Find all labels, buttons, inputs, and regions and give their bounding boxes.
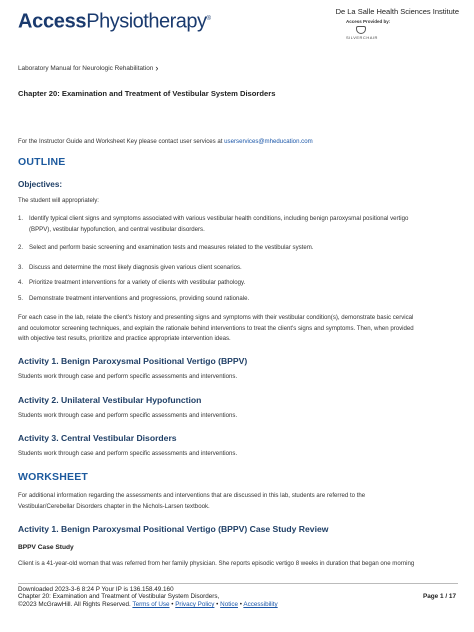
objective-text: Demonstrate treatment interventions and progressions, providing sound rationale. [29,295,250,302]
objective-text-continued: (BPPV), vestibular hypofunction, and central vestibular disorders. [29,225,205,233]
silverchair-icon [356,26,366,34]
footer-separator: • [238,600,244,608]
case-paragraph-line: For each case in the lab, relate the client's history and presenting signs and symptoms with their vestibular condition(s), demonstrate basic cervical [18,314,414,321]
objective-item [18,214,458,235]
objective-number: 1. [18,215,24,222]
objective-number: 4. [18,279,24,286]
objective-item [18,263,458,274]
worksheet-heading: WORKSHEET [18,471,89,483]
footer-separator: • [214,600,221,608]
worksheet-paragraph-line: For additional information regarding the assessments and interventions that are discussed in this lab, students are referred to the [18,492,366,499]
silverchair-text: SILVERCHAIR [346,35,378,40]
download-info: Downloaded 2023-3-6 8:24 P Your IP is 136.158.49.160 [18,586,174,593]
objective-item [18,294,458,305]
bppv-case-study-heading: BPPV Case Study [18,544,74,551]
objective-text: Identify typical client signs and symptoms associated with various vestibular health conditions, including benign paroxysmal positional vertigo [29,215,409,222]
case-paragraph [18,313,463,345]
instructor-note [18,137,313,148]
footer-chapter-citation: Chapter 20: Examination and Treatment of Vestibular System Disorders, [18,593,220,601]
activity-text: Students work through case and perform specific assessments and interventions. [18,412,238,419]
instructor-note-text: For the Instructor Guide and Worksheet Key please contact user services at [18,138,225,145]
case-study-review-title: Activity 1. Benign Paroxysmal Positional Vertigo (BPPV) Case Study Review [18,524,329,534]
institution-name: De La Salle Health Sciences Institute [335,7,459,16]
activity-title: Activity 1. Benign Paroxysmal Positional Vertigo (BPPV) [18,356,248,366]
logo-access: Access [18,10,87,33]
objective-number: 3. [18,264,24,271]
activity-title: Activity 3. Central Vestibular Disorders [18,433,177,443]
objective-item [18,243,458,254]
chapter-title: Chapter 20: Examination and Treatment of Vestibular System Disorders [18,89,276,98]
breadcrumb-book-link[interactable]: Laboratory Manual for Neurologic Rehabilitation [18,65,154,72]
chevron-right-icon: › [155,63,159,73]
logo-physiotherapy: Physiotherapy [86,10,207,33]
objectives-heading: Objectives: [18,180,63,189]
accessibility-link[interactable]: Accessibility [243,600,278,608]
logo-registered-mark: ® [206,16,211,22]
page-header [0,0,474,48]
worksheet-paragraph-line: Vestibular/Cerebellar Disorders chapter in the Nichols-Larsen textbook. [18,502,210,510]
objective-number: 5. [18,295,24,302]
objective-number: 2. [18,244,24,251]
footer-divider [18,583,458,584]
silverchair-logo [346,26,376,40]
case-paragraph-line: and oculomotor screening techniques, and explain the rationale behind interventions to treat the client's signs and symptoms. Then, when provided [18,324,414,332]
outline-heading: OUTLINE [18,156,66,168]
objective-text: Prioritize treatment interventions for a variety of clients with vestibular pathology. [29,279,246,286]
worksheet-paragraph [18,491,463,512]
page-number: Page 1 / 17 [422,593,456,600]
footer-legal-line [18,601,278,608]
terms-of-use-link[interactable]: Terms of Use [132,600,170,608]
footer-separator: • [169,600,176,608]
privacy-policy-link[interactable]: Privacy Policy [175,600,215,608]
activity-text: Students work through case and perform specific assessments and interventions. [18,450,238,457]
access-physiotherapy-logo[interactable] [18,8,211,33]
user-services-email-link[interactable]: userservices@mheducation.com [224,138,313,145]
objectives-intro: The student will appropriately: [18,197,99,204]
case-study-text: Client is a 41-year-old woman that was referred from her family physician. She reports episodic vertigo 8 weeks in duration that began one morning [18,560,415,567]
objective-text: Discuss and determine the most likely diagnosis given various client scenarios. [29,264,242,271]
notice-link[interactable]: Notice [220,600,239,608]
activity-title: Activity 2. Unilateral Vestibular Hypofunction [18,395,202,405]
page-footer [18,586,278,608]
access-provided-by-label: Access Provided by: [346,19,391,24]
breadcrumb[interactable] [18,65,158,72]
objective-item [18,278,458,289]
case-paragraph-line: with objective test results, prioritize and practice appropriate intervention ideas. [18,335,231,342]
copyright-text: ©2023 McGrawHill. All Rights Reserved. [18,600,131,608]
activity-text: Students work through case and perform specific assessments and interventions. [18,373,238,380]
objective-text: Select and perform basic screening and examination tests and measures related to the vestibular system. [29,244,314,251]
